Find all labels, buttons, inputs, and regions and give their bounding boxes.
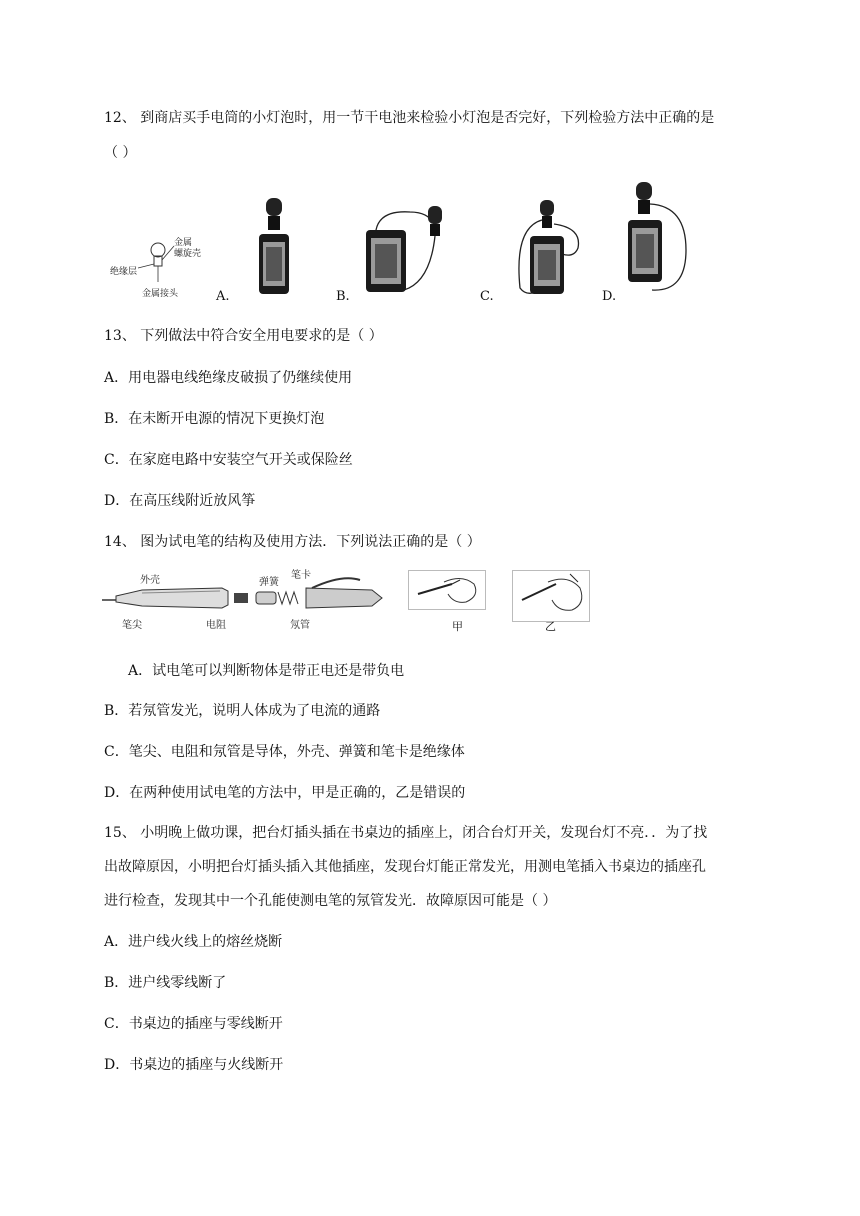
q13-stem: 13、 下列做法中符合安全用电要求的是（ ）	[104, 328, 383, 344]
usage-label-b: 乙	[545, 620, 556, 633]
pen-label-shell: 外壳	[140, 575, 160, 586]
q14-option-d: D．在两种使用试电笔的方法中，甲是正确的，乙是错误的	[104, 785, 466, 801]
option-b-battery-bulb-image	[360, 204, 456, 298]
q12-answer-paren: （ ）	[104, 145, 137, 161]
q15-option-c: C．书桌边的插座与零线断开	[104, 1016, 283, 1032]
q13-option-d: D．在高压线附近放风筝	[104, 493, 256, 509]
pen-label-clip: 笔卡	[291, 570, 311, 581]
q14-stem: 14、 图为试电笔的结构及使用方法．下列说法正确的是（ ）	[104, 534, 481, 550]
label-metal-tip: 金属接头	[142, 289, 179, 299]
q15-option-b: B．进户线零线断了	[104, 975, 227, 991]
option-a-label: A.	[216, 289, 230, 304]
usage-method-a-image	[408, 570, 486, 610]
q15-stem-line-1: 15、 小明晚上做功课，把台灯插头插在书桌边的插座上，闭合台灯开关，发现台灯不亮．．为了找	[104, 825, 708, 841]
option-c-label: C.	[480, 289, 494, 304]
pen-label-neon: 氖管	[290, 620, 310, 631]
pen-label-tip: 笔尖	[122, 620, 142, 631]
q15-stem-line-2: 出故障原因，小明把台灯插头插入其他插座，发现台灯能正常发光，用测电笔插入书桌边的插座孔	[104, 859, 706, 875]
option-d-label: D.	[602, 289, 617, 304]
option-c-battery-bulb-image	[512, 198, 588, 298]
q14-option-c: C．笔尖、电阻和氖管是导体，外壳、弹簧和笔卡是绝缘体	[104, 744, 465, 760]
q13-option-b: B．在未断开电源的情况下更换灯泡	[104, 411, 325, 427]
q13-option-c: C．在家庭电路中安装空气开关或保险丝	[104, 452, 353, 468]
option-b-label: B.	[336, 289, 350, 304]
pen-label-spring: 弹簧	[259, 577, 279, 588]
q15-stem-line-3: 进行检查，发现其中一个孔能使测电笔的氖管发光．故障原因可能是（ ）	[104, 893, 557, 909]
usage-method-b-image	[512, 570, 590, 622]
option-d-battery-bulb-image	[622, 180, 692, 298]
q12-stem: 12、 到商店买手电筒的小灯泡时，用一节干电池来检验小灯泡是否完好，下列检验方法中正确的是	[104, 110, 715, 126]
q13-option-a: A．用电器电线绝缘皮破损了仍继续使用	[104, 370, 353, 386]
label-insulation: 绝缘层	[110, 267, 138, 277]
q14-option-b: B．若氖管发光，说明人体成为了电流的通路	[104, 703, 381, 719]
q15-option-d: D．书桌边的插座与火线断开	[104, 1057, 284, 1073]
label-metal-shell: 金属 螺旋壳	[174, 238, 202, 259]
q15-option-a: A．进户线火线上的熔丝烧断	[104, 934, 283, 950]
usage-label-a: 甲	[452, 620, 463, 633]
option-a-battery-bulb-image	[254, 192, 294, 298]
q14-option-a: A．试电笔可以判断物体是带正电还是带负电	[128, 663, 405, 679]
pen-label-resistor: 电阻	[206, 620, 226, 631]
